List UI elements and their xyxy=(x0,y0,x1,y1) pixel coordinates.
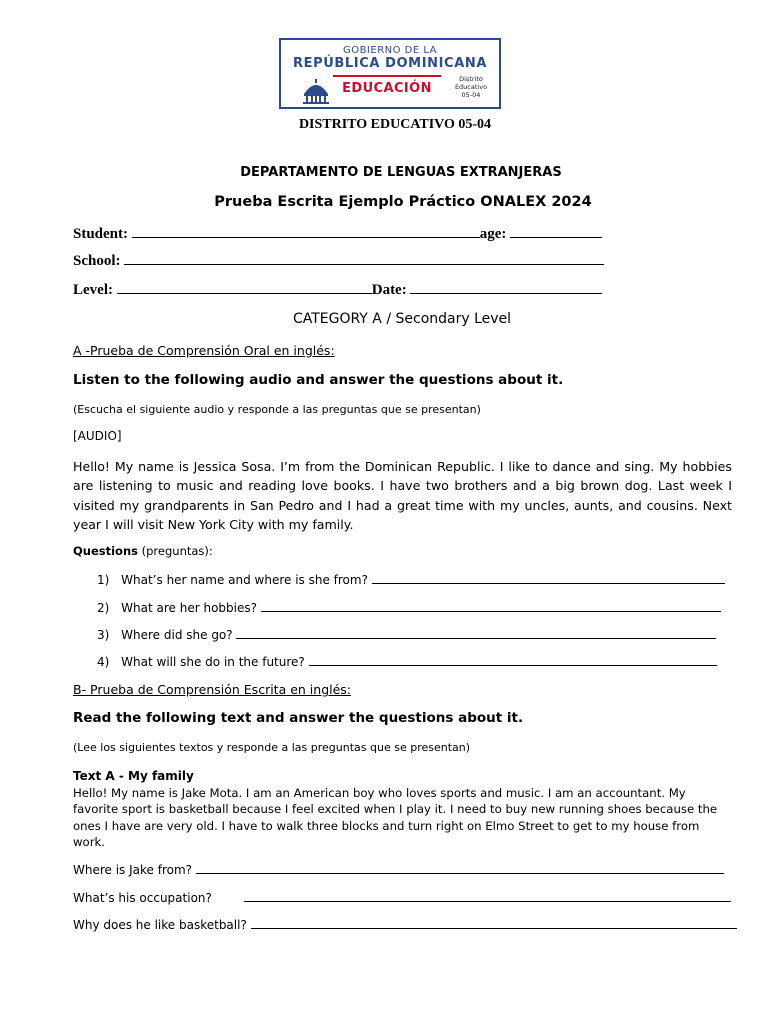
level-blank[interactable] xyxy=(117,281,372,294)
department-title: DEPARTAMENTO DE LENGUAS EXTRANJERAS xyxy=(240,165,562,180)
district-title: DISTRITO EDUCATIVO 05-04 xyxy=(298,117,492,132)
question-item: Why does he like basketball? xyxy=(73,916,737,932)
answer-blank[interactable] xyxy=(236,626,716,639)
ministry-logo xyxy=(279,38,501,109)
age-blank[interactable] xyxy=(510,225,602,238)
audio-transcript: Hello! My name is Jessica Sosa. I’m from the Dominican Republic. I like to dance and sing. My hobbies are listening to music and reading love books. I have two brothers and a big brown dog. Last week I visited my grandparents in San Pedro and I had a great time with my uncles, aunts, and cousins. Next year I will visit New York City with my family. xyxy=(73,459,732,532)
question-item: What’s his occupation? xyxy=(73,889,731,905)
student-blank[interactable] xyxy=(132,225,480,238)
age-label: age: xyxy=(479,226,507,242)
school-field xyxy=(73,252,604,270)
question-item: Where is Jake from? xyxy=(73,861,724,877)
level-field xyxy=(73,281,602,299)
question-item: 1) What’s her name and where is she from? xyxy=(97,571,725,587)
answer-blank[interactable] xyxy=(372,571,725,584)
questions-label-es: (preguntas): xyxy=(137,544,213,558)
text-a-body: Hello! My name is Jake Mota. I am an American boy who loves sports and music. I am an accountant. My favorite sport is basketball because I feel excited when I play it. I need to buy new running shoes because the ones I have are very old. I have to walk three blocks and turn right on Elmo Street to get to my house from work. xyxy=(73,786,718,850)
answer-blank[interactable] xyxy=(261,599,721,612)
level-label: Level: xyxy=(73,282,113,298)
section-b-heading: B- Prueba de Comprensión Escrita en inglés: xyxy=(73,682,352,697)
question-item: 4) What will she do in the future? xyxy=(97,653,717,669)
section-a-instruction-es: (Escucha el siguiente audio y responde a las preguntas que se presentan) xyxy=(73,403,481,416)
question-item: 3) Where did she go? xyxy=(97,626,716,642)
test-title: Prueba Escrita Ejemplo Práctico ONALEX 2024 xyxy=(214,194,592,210)
question-item: 2) What are her hobbies? xyxy=(97,599,721,615)
logo-side-text: Distrito Educativo 05-04 xyxy=(454,75,488,99)
answer-blank[interactable] xyxy=(251,916,737,929)
logo-divider xyxy=(333,75,441,77)
logo-line-2: REPÚBLICA DOMINICANA xyxy=(292,56,487,71)
answer-blank[interactable] xyxy=(244,889,731,902)
logo-line-1: GOBIERNO DE LA xyxy=(342,45,438,56)
answer-blank[interactable] xyxy=(196,861,724,874)
audio-tag: [AUDIO] xyxy=(73,429,122,443)
logo-line-3: EDUCACIÓN xyxy=(342,81,432,96)
school-blank[interactable] xyxy=(124,252,604,265)
school-label: School: xyxy=(73,253,121,269)
category-title: CATEGORY A / Secondary Level xyxy=(292,311,512,327)
answer-blank[interactable] xyxy=(309,653,717,666)
dome-icon xyxy=(301,78,331,104)
student-label: Student: xyxy=(73,226,129,242)
section-b-instruction-es: (Lee los siguientes textos y responde a las preguntas que se presentan) xyxy=(73,741,471,754)
section-b-instruction: Read the following text and answer the questions about it. xyxy=(73,710,524,726)
questions-label xyxy=(73,544,213,558)
section-a-instruction: Listen to the following audio and answer the questions about it. xyxy=(73,372,564,388)
questions-label-en: Questions xyxy=(73,544,138,558)
text-a-title: Text A - My family xyxy=(73,769,194,783)
section-a-heading: A -Prueba de Comprensión Oral en inglés: xyxy=(73,343,335,358)
date-blank[interactable] xyxy=(410,281,602,294)
student-field xyxy=(73,225,602,243)
date-label: Date: xyxy=(371,282,407,298)
